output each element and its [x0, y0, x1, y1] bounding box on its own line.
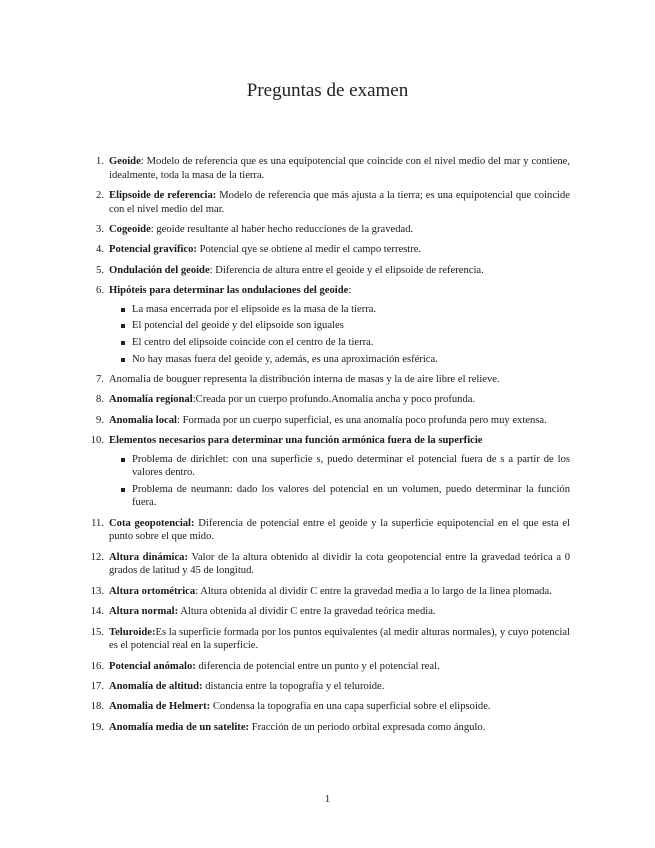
item-term: Altura normal: — [109, 606, 179, 618]
sub-list — [109, 453, 570, 510]
item-definition: Valor de la altura obtenido al dividir la cota geopotencial entre la gravedad teórica a 0 grados de latitud y 45 de longitud. — [109, 551, 570, 577]
item-definition: :Creada por un cuerpo profundo.Anomalía ancha y poco profunda. — [192, 394, 476, 406]
page-number: 1 — [324, 794, 331, 805]
item-term: Elipsoide de referencia: — [109, 189, 217, 201]
page-title: Preguntas de examen — [246, 80, 409, 101]
sub-item-text: Problema de dirichlet: con una superficie s, puedo determinar el potencial fuera de s a partir de los valores dentro. — [132, 453, 570, 479]
list-item — [88, 434, 570, 510]
item-term: Anomalia local — [109, 414, 177, 426]
list-item — [88, 393, 570, 407]
item-definition: Modelo de referencia que más ajusta a la tierra; es una equipotencial que coincide con el nivel medio del mar. — [109, 189, 570, 215]
sub-item-text: El centro del elipsoide coincide con el centro de la tierra. — [132, 336, 374, 348]
list-item — [88, 155, 570, 182]
sub-item-text: Problema de neumann: dado los valores del potencial en un volumen, puedo determinar la función fuera. — [132, 483, 570, 509]
item-number: 11. — [91, 517, 104, 529]
item-definition: Condensa la topografía en una capa superficial sobre el elipsoide. — [210, 701, 491, 713]
item-term: Elementos necesarios para determinar una función armónica fuera de la superficie — [109, 435, 483, 447]
bullet-icon — [121, 341, 125, 345]
item-number: 13. — [90, 585, 104, 597]
list-item — [88, 243, 570, 257]
list-item — [88, 605, 570, 619]
item-term: Potencial anómalo: — [109, 660, 196, 672]
item-number: 17. — [90, 680, 104, 692]
item-definition: Potencial qye se obtiene al medir el campo terrestre. — [196, 244, 422, 256]
item-term: Hipóteis para determinar las ondulaciones del geoide — [109, 285, 349, 297]
sub-list — [109, 303, 570, 366]
item-number: 16. — [90, 660, 104, 672]
item-term: Ondulación del geoide — [109, 264, 210, 276]
list-item — [88, 284, 570, 366]
sub-list-item — [109, 483, 570, 510]
list-item — [88, 585, 570, 599]
item-definition: Anomalia de bouguer representa la distribución interna de masas y la de aire libre el relieve. — [109, 373, 500, 385]
item-definition: : — [348, 285, 352, 297]
list-item — [88, 551, 570, 578]
bullet-icon — [121, 458, 125, 462]
item-number: 5. — [96, 264, 104, 276]
item-number: 19. — [90, 721, 104, 733]
item-number: 8. — [96, 394, 104, 406]
item-definition: diferencia de potencial entre un punto y el potencial real. — [195, 660, 440, 672]
item-number: 3. — [96, 223, 104, 235]
item-term: Anomalia de Helmert: — [109, 701, 211, 713]
bullet-icon — [121, 308, 125, 312]
item-number: 4. — [96, 244, 104, 256]
sub-item-text: No hay masas fuera del geoide y, además, es una aproximación esférica. — [132, 353, 438, 365]
item-term: Altura ortométrica — [109, 585, 196, 597]
sub-list-item — [109, 336, 570, 350]
list-item — [88, 517, 570, 544]
item-term: Cogeoide — [109, 223, 151, 235]
item-definition: Altura obtenida al dividir C entre la gravedad teórica media. — [178, 606, 436, 618]
item-number: 10. — [90, 435, 104, 447]
item-definition: : Altura obtenida al dividir C entre la gravedad media a lo largo de la linea plomada. — [195, 585, 552, 597]
sub-list-item — [109, 319, 570, 333]
item-term: Anomalía regional — [109, 394, 193, 406]
item-definition: : geoide resultante al haber hecho reducciones de la gravedad. — [150, 223, 414, 235]
item-definition: : Diferencia de altura entre el geoide y el elipsoide de referencia. — [209, 264, 484, 276]
item-number: 14. — [90, 606, 104, 618]
item-definition: Fracción de un periodo orbital expresada como ángulo. — [249, 721, 486, 733]
sub-item-text: La masa encerrada por el elipsoide es la masa de la tierra. — [132, 303, 377, 315]
list-item — [88, 626, 570, 653]
item-number: 1. — [96, 156, 104, 167]
item-term: Potencial gravífico: — [109, 244, 197, 256]
exam-question-list — [88, 155, 570, 741]
item-definition: Diferencia de potencial entre el geoide y la superficie equipotencial en el que esta el punto sobre el que mido. — [109, 517, 570, 543]
list-item — [88, 373, 570, 387]
bullet-icon — [121, 358, 125, 362]
item-term: Geoide — [109, 156, 141, 167]
item-number: 7. — [96, 373, 104, 385]
bullet-icon — [121, 488, 125, 492]
sub-item-text: El potencial del geoide y del elipsoide son iguales — [132, 320, 344, 332]
item-term: Cota geopotencial: — [109, 517, 195, 529]
item-definition: distancia entre la topografía y el teluroide. — [202, 680, 385, 692]
list-item — [88, 680, 570, 694]
item-definition: Es la superficie formada por los puntos equivalentes (al medir alturas normales), y cuyo potencial es el potencial real en la superficie. — [109, 626, 570, 652]
item-definition: : Modelo de referencia que es una equipotencial que coincide con el nivel medio del mar y contiene, idealmente, toda la masa de la tierra. — [109, 156, 570, 181]
list-item — [88, 721, 570, 735]
item-term: Teluroide: — [109, 626, 156, 638]
list-item — [88, 660, 570, 674]
item-term: Anomalía de altitud: — [109, 680, 203, 692]
item-number: 2. — [96, 189, 104, 201]
item-definition: : Formada por un cuerpo superficial, es una anomalía poco profunda pero muy extensa. — [176, 414, 547, 426]
bullet-icon — [121, 324, 125, 328]
list-item — [88, 223, 570, 237]
list-item — [88, 414, 570, 428]
item-number: 18. — [90, 701, 104, 713]
item-number: 15. — [90, 626, 104, 638]
sub-list-item — [109, 353, 570, 367]
list-item — [88, 700, 570, 714]
item-term: Anomalía media de un satelite: — [109, 721, 250, 733]
item-term: Altura dinámica: — [109, 551, 188, 563]
list-item — [88, 264, 570, 278]
sub-list-item — [109, 303, 570, 317]
item-number: 9. — [96, 414, 104, 426]
sub-list-item — [109, 453, 570, 480]
item-number: 6. — [96, 285, 104, 297]
list-item — [88, 189, 570, 216]
item-number: 12. — [90, 551, 104, 563]
